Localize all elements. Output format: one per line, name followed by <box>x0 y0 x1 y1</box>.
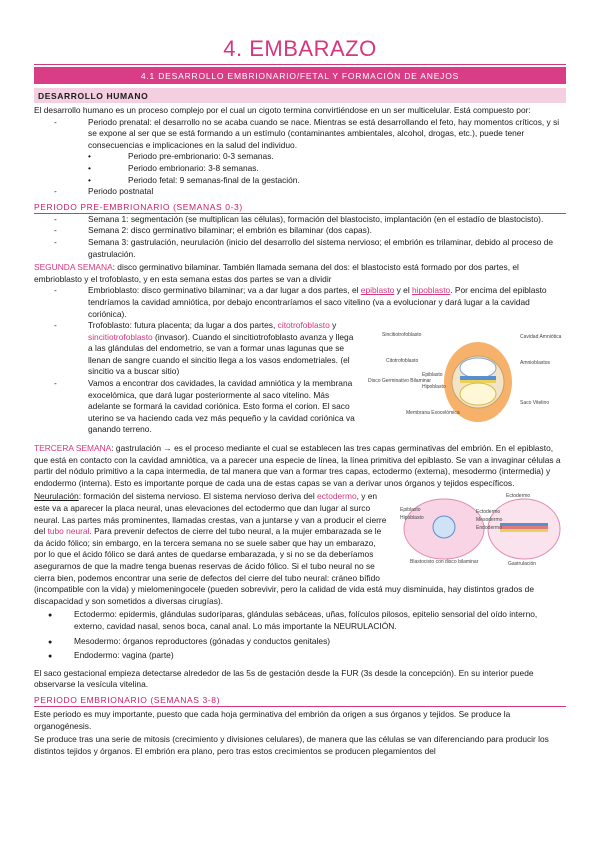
second-week-text: : disco germinativo bilaminar. También llamada semana del dos: el blastocisto está formado por dos partes, el embrioblasto y el trofoblasto, y en esta semana estas dos partes se van a dividir <box>34 262 519 284</box>
neur-text-b: , y en este va a aparecer la placa neural, unas elevaciones del ectodermo que dan lugar al surco neural. Las partes más prominentes, llamadas crestas, van a juntarse y van a producir el cierre del <box>34 491 387 537</box>
pre-embrionario-title: PERIODO PRE-EMBRIONARIO (SEMANAS 0-3) <box>34 202 566 214</box>
second-week-list <box>34 285 566 320</box>
tro-text-c: (invasor). Cuando el sincitiotrofoblasto avanza y llega a las glándulas del endometrio, se van a formar unas lagunas que se llenan de sangre cuando el sincitio llega a los vasos endometriales. (el sincitio va a buscar sitio) <box>88 331 354 377</box>
fig2-label: Hipoblasto <box>400 515 424 522</box>
cavities-item: - Vamos a encontrar dos cavidades, la cavidad amniótica y la membrana exocelómica, que dará lugar posteriormente al saco vitelino. Más adelante se formará la cavidad coriónica. Esto forma el corion. El saco uterino se va haciendo cada vez más pequeño y la cavidad coriónica va ganando terreno. <box>34 378 566 436</box>
emb-text-a: Embrioblasto: disco germinativo bilaminar; va a dar lugar a dos partes, el <box>88 285 361 296</box>
emb-text-b: y el <box>394 285 413 296</box>
germ-layers-list <box>34 609 566 661</box>
fig2-label: Mesodermo <box>476 517 503 524</box>
tro-text-b: y <box>329 320 337 331</box>
fig1-label: Disco Germinativo Bilaminar <box>368 378 432 385</box>
endoderm-layer <box>500 529 548 532</box>
fig1-label: Epiblasto <box>422 372 443 379</box>
trofoblasto-item <box>34 320 566 378</box>
week-item: - Semana 1: segmentación (se multiplican las células), formación del blastocisto, implantación (en el estadío de blastocisto). <box>34 214 566 226</box>
second-week-paragraph <box>34 262 566 285</box>
title-rule <box>34 64 566 65</box>
third-week-label: TERCERA SEMANA <box>34 443 112 454</box>
subhead-bar: DESARROLLO HUMANO <box>34 88 566 103</box>
periods-list-2 <box>34 186 566 198</box>
fig2-label: Gastrulación <box>508 561 537 568</box>
fig2-label: Endodermo <box>476 525 502 532</box>
page-title: 4. EMBARAZO <box>223 36 377 61</box>
emb-text-c: . Por encima del epiblasto tendríamos la cavidad amniótica, por debajo encontraríamos el saco vitelino (va a evolucionar y dará lugar a la cavidad coriónica). <box>88 285 547 319</box>
week-item: - Semana 2: disco germinativo bilaminar; el embrión es bilaminar (dos capas). <box>34 225 566 237</box>
epiblasto-term: epiblasto <box>360 285 395 296</box>
fig2-label: Epiblasto <box>400 507 421 514</box>
mesoderm-layer <box>500 526 548 529</box>
tubo-neural-term: tubo neural <box>47 526 90 537</box>
layer-item: ● Ectodermo: epidermis, glándulas sudoríparas, glándulas sebáceas, uñas, folículos pilosos, epitelio sensorial del oído interno, externo, cavidad nasal, senos boca, canal anal. Lo más importante la NEURULACIÓN. <box>34 609 566 632</box>
sub-period: • Periodo fetal: 9 semanas-final de la gestación. <box>34 175 566 187</box>
week-item: - Semana 3: gastrulación, neurulación (inicio del desarrollo del sistema nervioso; el embrión es trilaminar, debido al proceso de gastrulación. <box>34 237 566 260</box>
embrionario-p2: Se produce tras una serie de mitosis (crecimiento y divisiones celulares), de manera que las células se van diferenciando para producir los distintos tejidos y órganos. El embrión era plano, pero tras estos crecimientos se producen plegamientos del <box>34 734 549 756</box>
ectoderm-layer <box>500 523 548 526</box>
section-bar: 4.1 DESARROLLO EMBRIONARIO/FETAL Y FORMACIÓN DE ANEJOS <box>34 67 566 84</box>
third-week-text: : gastrulación → es el proceso mediante el cual se establecen las tres capas germinativas del embrión. En el epiblasto, que está en contacto con la cavidad amniótica, va a parecer una especie de línea, la línea primitiva del epiblasto. Se van a invaginar células a partir del nódulo primitivo a la capa intermedia, de tal manera que van a formar tres capas, ectodermo (externa), mesodermo (intermedia) y endodermo (interna). Esto es importante porque de cada una de estas capas se van a derivar unos órganos y tejidos específicos. <box>34 443 561 488</box>
bilaminar-disc-shape <box>433 516 455 538</box>
sub-period: • Periodo pre-embrionario: 0-3 semanas. <box>34 151 566 163</box>
layer-item: ● Endodermo: vagina (parte) <box>34 650 566 662</box>
cito-term: citotrofoblasto <box>277 320 330 331</box>
second-week-label: SEGUNDA SEMANA <box>34 262 113 273</box>
neurulation-label: Neurulación <box>34 491 79 502</box>
sac-paragraph: El saco gestacional empieza detectarse alrededor de las 5s de gestación desde la FUR (3s desde la concepción). En su interior puede observarse la vesícula vitelina. <box>34 667 534 690</box>
fig2-label: Ectodermo <box>506 493 531 500</box>
fig1-label: Citotrofoblasto <box>386 358 419 365</box>
sub-period: • Periodo embrionario: 3-8 semanas. <box>34 163 566 175</box>
hipoblasto-term: hipoblasto <box>412 285 451 296</box>
tro-text-a: Trofoblasto: futura placenta; da lugar a dos partes, <box>88 320 278 331</box>
neur-text-a: : formación del sistema nervioso. El sistema nervioso deriva del <box>78 491 318 502</box>
figure-gastrulation <box>396 489 566 572</box>
sub-periods-list <box>34 151 566 186</box>
layer-item: ● Mesodermo: órganos reproductores (gónadas y conductos genitales) <box>34 636 566 648</box>
periods-list <box>34 117 566 152</box>
sinc-term: sincitiotrofoblasto <box>88 331 153 342</box>
period-postnatal: - Periodo postnatal <box>34 186 566 198</box>
fig1-label: Sincitiotrofoblasto <box>382 332 422 339</box>
fig1-label: Membrana Exocelómica <box>406 410 460 417</box>
embrionario-p1: Este periodo es muy importante, puesto que cada hoja germinativa del embrión da origen a sus órganos y tejidos. Se produce la organogénesis. <box>34 708 511 731</box>
intro-paragraph: El desarrollo humano es un proceso complejo por el cual un cigoto termina convirtiéndose en un ser multicelular. Está compuesto por: <box>34 105 531 115</box>
embrioblasto-item <box>34 285 566 320</box>
fig1-label: Cavidad Amniótica <box>520 334 562 341</box>
embrionario-title: PERIODO EMBRIONARIO (SEMANAS 3-8) <box>34 695 566 707</box>
gastrulation-diagram <box>396 489 566 567</box>
period-prenatal: - Periodo prenatal: el desarrollo no se acaba cuando se nace. Mientras se está desarrollando el feto, hay momentos críticos, y si se expone al ser que se está formando a un estímulo (contaminantes ambientales, alcohol, drogas, etc.), puede tener consecuencias e implicaciones en la salud del individuo. <box>34 117 566 152</box>
second-week-list-2 <box>34 320 566 436</box>
fig2-label: Ectodermo <box>476 509 501 516</box>
third-week-paragraph <box>34 443 566 489</box>
fig1-label: Saco Vitelino <box>520 400 550 407</box>
neur-text-c: . Para prevenir defectos de cierre del tubo neural, a la mujer embarazada se le da ácido fólico; sin embargo, en la tercera semana no se suele saber que hay un embarazo, por lo que el ácido fólico se dará antes de quedarse embarazada, y si no se da deberíamos asegurarnos de que la madre tenga buenas reservas de ácido fólico. Si el tubo neural no se cierra bien, podemos encontrar una serie de defectos del cierre del tubo neural: cráneo bífido (incompatible con la vida) y mielomeningocele (pueden sobrevivir, pero la calidad de vida está muy disminuida, hay distintos grados de discapacidad y son sometidos a diversas cirugías). <box>34 526 534 606</box>
fig1-label: Amnioblastos <box>520 360 551 367</box>
ectodermo-term: ectodermo <box>317 491 357 502</box>
weeks-list <box>34 214 566 260</box>
fig1-label: Hipoblasto <box>422 384 446 391</box>
fig2-label: Blastocisto con disco bilaminar <box>410 559 479 566</box>
